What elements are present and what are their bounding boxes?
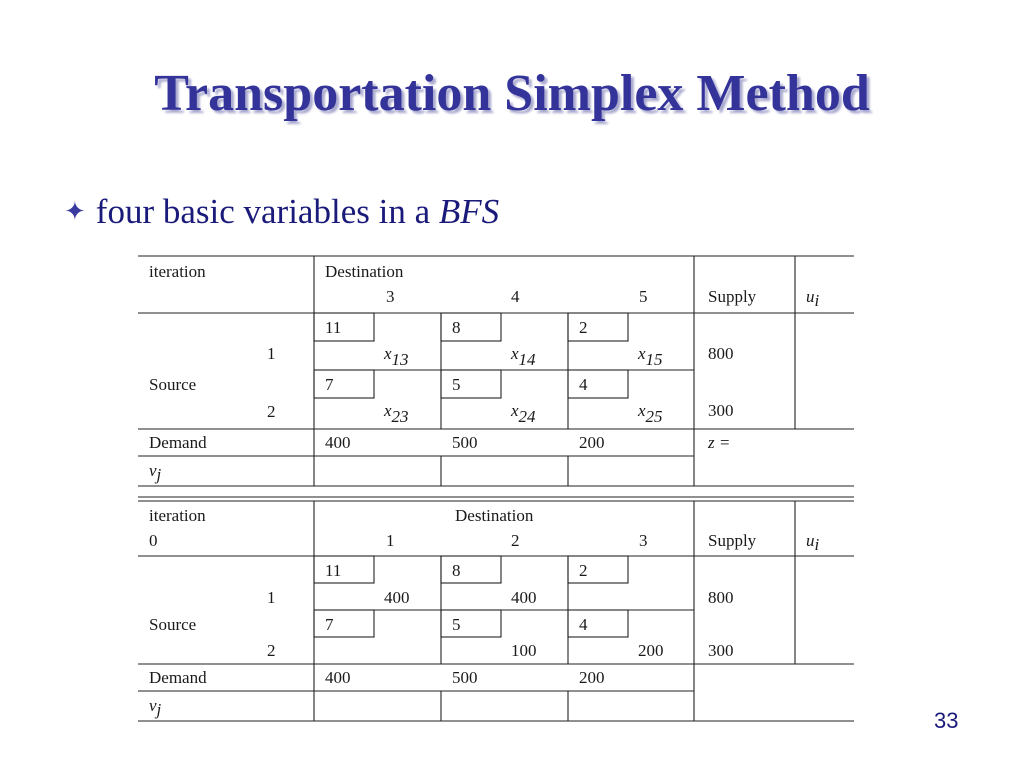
demand-label: Demand (149, 433, 207, 452)
source-row-label: 1 (267, 344, 276, 363)
table1 (138, 256, 854, 486)
source-row-label: 1 (267, 588, 276, 607)
demand-value: 400 (325, 433, 351, 452)
dest-col-header: 5 (639, 287, 648, 306)
dest-col-header: 3 (639, 531, 648, 550)
cost-cell: 5 (452, 375, 461, 394)
iteration-value: 0 (149, 531, 158, 550)
cost-cell: 7 (325, 375, 334, 394)
source-row-label: 2 (267, 402, 276, 421)
demand-value: 500 (452, 433, 478, 452)
basic-variable: x25 (638, 401, 663, 426)
allocation-value: 100 (511, 641, 537, 660)
supply-value: 800 (708, 344, 734, 363)
iteration-label: iteration (149, 506, 206, 525)
cost-cell: 8 (452, 561, 461, 580)
supply-value: 300 (708, 641, 734, 660)
cost-cell: 11 (325, 561, 342, 580)
basic-variable: x15 (638, 344, 663, 369)
bullet-emphasis: BFS (438, 192, 500, 231)
cost-cell: 2 (579, 318, 588, 337)
cost-cell: 7 (325, 615, 334, 634)
v-label: vj (149, 696, 162, 719)
destination-label: Destination (325, 262, 404, 281)
cost-cell: 4 (579, 615, 588, 634)
objective-z-label: z = (708, 433, 731, 452)
iteration-label: iteration (149, 262, 206, 281)
source-row-label: 2 (267, 641, 276, 660)
supply-label: Supply (708, 287, 757, 306)
v-label: vj (149, 461, 162, 484)
allocation-value: 400 (511, 588, 537, 607)
demand-value: 400 (325, 668, 351, 687)
source-label: Source (149, 375, 197, 394)
cost-cell: 4 (579, 375, 588, 394)
cost-cell: 11 (325, 318, 342, 337)
bullet-text: four basic variables in a (95, 192, 439, 231)
demand-label: Demand (149, 668, 207, 687)
demand-value: 500 (452, 668, 478, 687)
basic-variable: x24 (511, 401, 536, 426)
table2 (138, 497, 854, 721)
slide-title: Transportation Simplex Method (154, 65, 870, 122)
cost-cell: 2 (579, 561, 588, 580)
cost-cell: 5 (452, 615, 461, 634)
destination-label: Destination (455, 506, 534, 525)
u-label: ui (806, 287, 820, 310)
supply-label: Supply (708, 531, 757, 550)
supply-value: 300 (708, 401, 734, 420)
cost-cell: 8 (452, 318, 461, 337)
u-label: ui (806, 531, 820, 554)
dest-col-header: 3 (386, 287, 395, 306)
page-number: 33 (934, 708, 959, 733)
source-label: Source (149, 615, 197, 634)
basic-variable: x23 (384, 401, 409, 426)
demand-value: 200 (579, 433, 605, 452)
allocation-value: 200 (638, 641, 664, 660)
demand-value: 200 (579, 668, 605, 687)
basic-variable: x13 (384, 344, 409, 369)
four-point-star-icon: ✦ (64, 197, 86, 227)
dest-col-header: 4 (511, 287, 520, 306)
basic-variable: x14 (511, 344, 536, 369)
supply-value: 800 (708, 588, 734, 607)
allocation-value: 400 (384, 588, 410, 607)
dest-col-header: 1 (386, 531, 395, 550)
dest-col-header: 2 (511, 531, 520, 550)
